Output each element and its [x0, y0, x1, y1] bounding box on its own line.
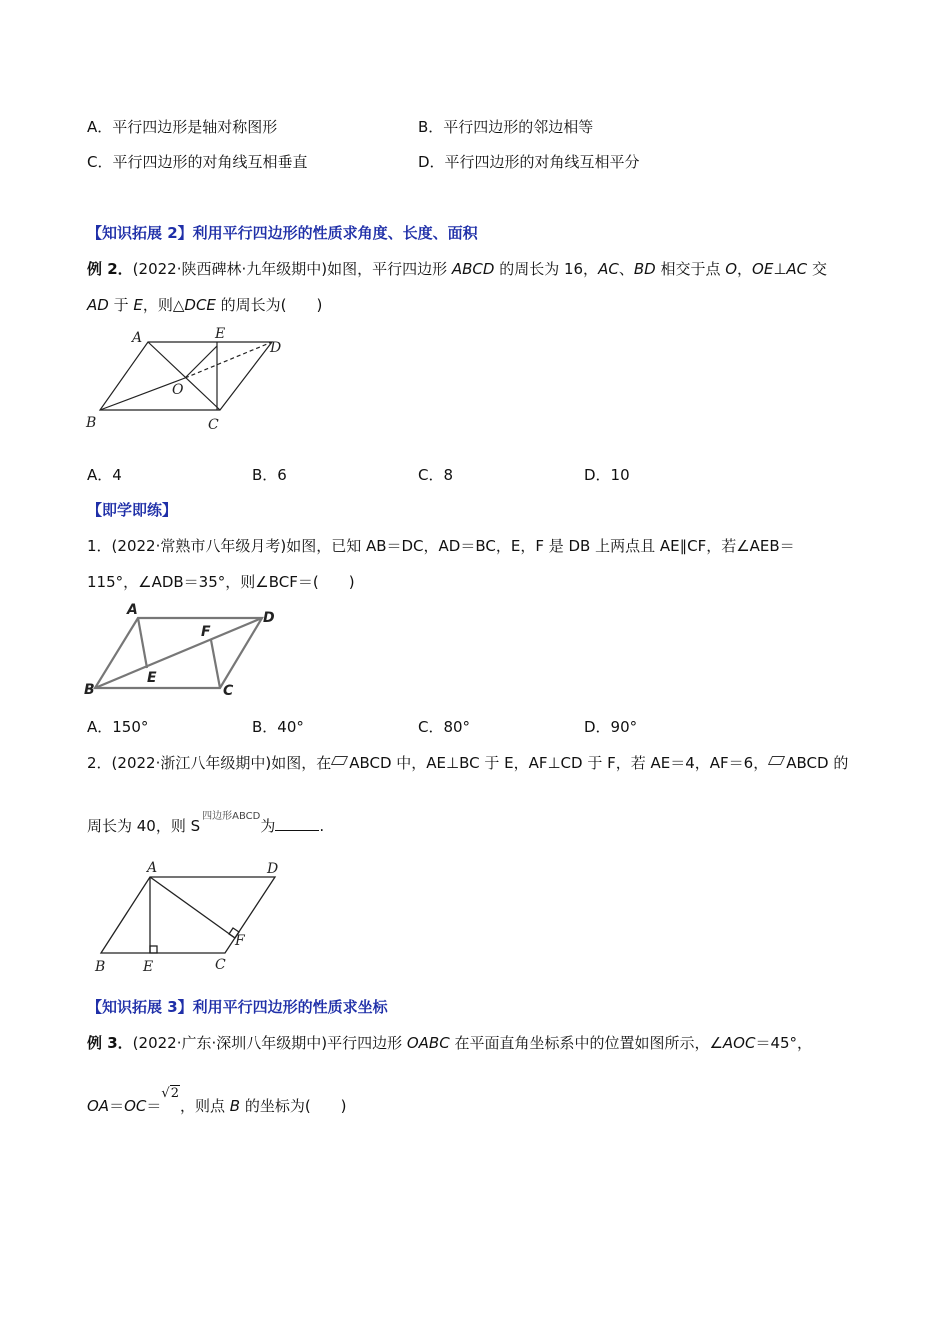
practice1-line2: 115°，∠ADB＝35°，则∠BCF＝( )	[87, 573, 355, 591]
text: DCE	[184, 296, 216, 314]
label-e: E	[215, 326, 226, 342]
parallelogram-abcd	[101, 877, 275, 953]
text: ABCD 中，AE⊥BC 于 E，AF⊥CD 于 F，若 AE＝4，AF＝6，	[349, 754, 769, 772]
text: 的周长为( )	[215, 296, 323, 314]
segment-ae	[138, 618, 147, 668]
label-c: C	[208, 417, 219, 433]
section-title-practice: 【即学即练】	[87, 501, 178, 519]
practice1-option-a: A．150°	[87, 718, 149, 736]
text: B	[229, 1097, 241, 1115]
practice1-option-d: D．90°	[584, 718, 638, 736]
text: .	[319, 817, 325, 835]
text: ABCD 的	[786, 754, 849, 772]
text: OABC	[406, 1034, 450, 1052]
text: 2．(2022·浙江八年级期中)如图，在	[87, 754, 332, 772]
sqrt-symbol: √	[161, 1086, 170, 1101]
practice1-option-c: C．80°	[418, 718, 471, 736]
label-a: A	[147, 860, 158, 876]
segment-oe	[185, 346, 217, 378]
text: E	[133, 296, 143, 314]
label-e: E	[147, 670, 157, 686]
parallelogram-symbol-icon	[768, 756, 785, 765]
text: ABCD	[451, 260, 495, 278]
text: 的坐标为( )	[240, 1097, 347, 1115]
text: OE	[752, 260, 774, 278]
text: ，则点	[179, 1097, 230, 1115]
text: AD	[87, 296, 109, 314]
text: (2022·广东·深圳八年级期中)平行四边形	[132, 1034, 407, 1052]
text: 交	[807, 260, 827, 278]
text: 为	[260, 817, 276, 835]
section-title-ext3: 【知识拓展 3】利用平行四边形的性质求坐标	[87, 998, 388, 1016]
answer-blank[interactable]	[275, 816, 319, 831]
text: OA	[87, 1097, 110, 1115]
practice1-figure	[80, 598, 290, 703]
label-b: B	[84, 682, 95, 698]
segment-af	[150, 877, 235, 938]
label-d: D	[263, 610, 275, 626]
practice1-option-b: B．40°	[252, 718, 304, 736]
text: ＝45°，	[755, 1034, 813, 1052]
text: AOC	[722, 1034, 756, 1052]
label-a: A	[132, 330, 143, 346]
prev-option-a: A．平行四边形是轴对称图形	[87, 118, 278, 136]
text: (2022·陕西碑林·九年级期中)如图，平行四边形	[132, 260, 452, 278]
prev-option-b: B．平行四边形的邻边相等	[418, 118, 594, 136]
example2-line1	[87, 258, 827, 280]
label-c: C	[215, 957, 226, 973]
text: 的周长为 16，	[494, 260, 599, 278]
prev-option-d: D．平行四边形的对角线互相平分	[418, 153, 640, 171]
right-angle-mark-e	[150, 946, 157, 953]
practice2-line2	[87, 811, 325, 840]
text: 周长为 40，则 S	[87, 817, 201, 835]
text: BD	[633, 260, 656, 278]
text: AC	[598, 260, 619, 278]
parallelogram-symbol-icon	[331, 756, 348, 765]
text: ＝	[109, 1097, 125, 1115]
label-o: O	[172, 382, 184, 398]
label-d: D	[270, 340, 282, 356]
text: O	[725, 260, 738, 278]
example2-option-d: D．10	[584, 466, 630, 484]
text: ⊥	[773, 260, 787, 278]
text: 、	[618, 260, 634, 278]
text: OC	[124, 1097, 147, 1115]
example3-line2	[87, 1086, 347, 1119]
text: ，	[737, 260, 753, 278]
sqrt-expression	[161, 1083, 180, 1105]
label-e: E	[143, 959, 154, 975]
example2-option-a: A．4	[87, 466, 122, 484]
label-c: C	[223, 683, 234, 699]
label-f: F	[235, 933, 245, 949]
sqrt-radicand: 2	[170, 1086, 179, 1101]
text: 于	[108, 296, 134, 314]
label-d: D	[267, 861, 279, 877]
example2-option-b: B．6	[252, 466, 287, 484]
label-b: B	[86, 415, 97, 431]
text: AC	[786, 260, 808, 278]
example2-option-c: C．8	[418, 466, 454, 484]
example2-figure	[80, 322, 300, 437]
example3-line1	[87, 1032, 812, 1054]
label-a: A	[127, 602, 138, 618]
segment-cf	[211, 640, 220, 688]
diagonal-ac	[148, 342, 220, 410]
diagonal-bd	[95, 618, 262, 688]
practice2-line1	[87, 752, 848, 774]
prev-option-c: C．平行四边形的对角线互相垂直	[87, 153, 308, 171]
example2-line2	[87, 294, 322, 316]
label-f: F	[201, 624, 211, 640]
label-b: B	[95, 959, 106, 975]
example2-label: 例 2．	[87, 260, 133, 278]
text: 在平面直角坐标系中的位置如图所示，∠	[449, 1034, 723, 1052]
text: ，则△	[142, 296, 185, 314]
text: ＝	[146, 1097, 162, 1115]
text: 相交于点	[655, 260, 726, 278]
practice2-figure	[85, 855, 295, 980]
example3-label: 例 3．	[87, 1034, 133, 1052]
practice1-line1: 1．(2022·常熟市八年级月考)如图，已知 AB＝DC，AD＝BC，E，F 是 DB 上两点且 AE∥CF，若∠AEB＝	[87, 537, 795, 555]
section-title-ext2: 【知识拓展 2】利用平行四边形的性质求角度、长度、面积	[87, 224, 478, 242]
area-subscript: 四边形ABCD	[202, 811, 261, 822]
